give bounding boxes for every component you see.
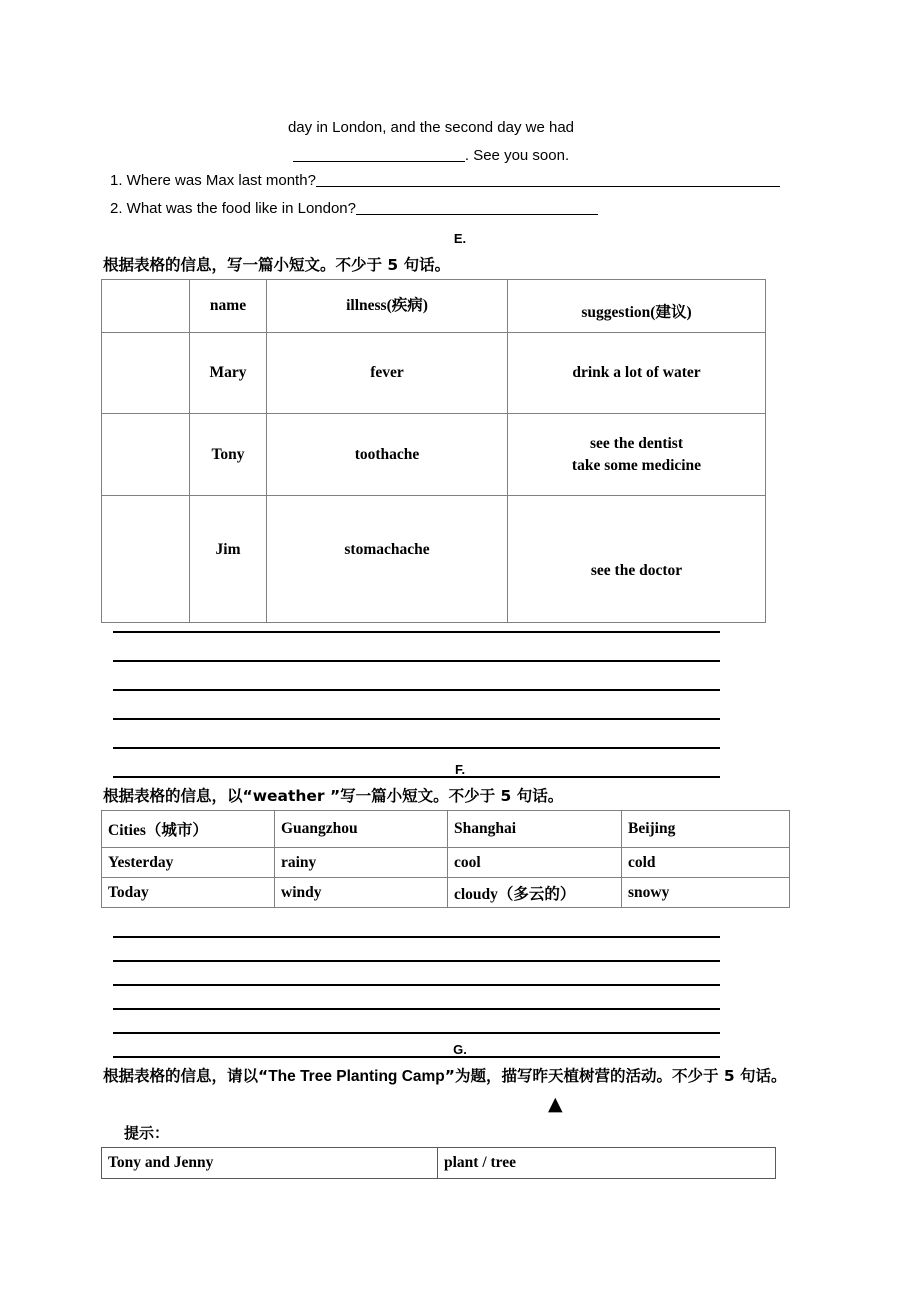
table-f-header-guangzhou: Guangzhou [275, 811, 448, 848]
table-e-row1-blank [102, 333, 190, 414]
table-f-row2-label: Today [102, 878, 275, 908]
fill-in-blank-rule[interactable] [293, 146, 465, 162]
weather-table [101, 810, 790, 908]
answer-line[interactable] [113, 720, 720, 749]
question-1-answer-rule[interactable] [316, 172, 780, 187]
table-f-row1-beijing: cold [622, 848, 790, 878]
table-g-row1-left: Tony and Jenny [102, 1148, 438, 1179]
table-e-row1-suggestion: drink a lot of water [508, 333, 766, 414]
top-paragraph-line2-text: . See you soon. [464, 147, 570, 164]
section-letter-f: F. [454, 762, 466, 777]
table-row [102, 414, 766, 496]
question-2 [110, 200, 598, 217]
section-letter-g: G. [453, 1042, 467, 1057]
table-e-row2-illness: toothache [267, 414, 508, 496]
table-e-row2-name: Tony [190, 414, 267, 496]
top-paragraph-line2 [101, 142, 761, 170]
table-f-header-beijing: Beijing [622, 811, 790, 848]
question-2-text: 2. What was the food like in London? [110, 200, 356, 217]
answer-line[interactable] [113, 633, 720, 662]
answer-line[interactable] [113, 914, 720, 938]
quote-open: “ [258, 1067, 269, 1085]
section-e-instruction: 根据表格的信息，写一篇小短文。不少于 5 句话。 [103, 256, 451, 274]
table-e-row2-blank [102, 414, 190, 496]
table-f-row1-shanghai: cool [448, 848, 622, 878]
section-letter-e: E. [453, 231, 467, 246]
question-2-answer-rule[interactable] [356, 200, 598, 215]
table-e-row1-illness: fever [267, 333, 508, 414]
table-f-header-cities: Cities（城市） [102, 811, 275, 848]
section-g-instruction-part2: 为题，描写昨天植树营的活动。不少于 5 句话。 [454, 1067, 787, 1085]
table-f-row2-shanghai: cloudy（多云的） [448, 878, 622, 908]
section-e-answer-lines[interactable] [113, 604, 720, 778]
table-e-header-illness: illness(疾病) [267, 280, 508, 333]
table-row [102, 280, 766, 333]
table-row [102, 848, 790, 878]
table-row [102, 333, 766, 414]
table-e-row2-suggestion-line2: take some medicine [571, 456, 702, 474]
answer-line[interactable] [113, 604, 720, 633]
question-1-text: 1. Where was Max last month? [110, 172, 316, 189]
table-row [102, 811, 790, 848]
table-e-header-name: name [190, 280, 267, 333]
table-e-row1-name: Mary [190, 333, 267, 414]
quote-close: ” [444, 1067, 455, 1085]
top-paragraph-line1: day in London, and the second day we had [287, 119, 575, 136]
table-row [102, 1148, 776, 1179]
table-f-row1-label: Yesterday [102, 848, 275, 878]
table-e-row3-illness: stomachache [267, 496, 508, 623]
table-e-row3-suggestion: see the doctor [508, 496, 766, 623]
triangle-marker-icon: ▲ [548, 1093, 563, 1115]
top-paragraph [101, 114, 761, 170]
table-f-row1-guangzhou: rainy [275, 848, 448, 878]
section-g-essay-title: The Tree Planting Camp [268, 1068, 445, 1085]
table-e-row2-suggestion [508, 414, 766, 496]
table-e-header-suggestion: suggestion(建议) [508, 280, 766, 333]
answer-line[interactable] [113, 962, 720, 986]
table-row [102, 878, 790, 908]
answer-line[interactable] [113, 938, 720, 962]
tree-planting-hint-table [101, 1147, 776, 1179]
table-e-row2-suggestion-line1: see the dentist [590, 434, 683, 452]
question-1 [110, 172, 780, 189]
table-e-header-blank [102, 280, 190, 333]
table-f-header-shanghai: Shanghai [448, 811, 622, 848]
table-g-row1-right: plant / tree [438, 1148, 776, 1179]
answer-line[interactable] [113, 691, 720, 720]
section-g-instruction [103, 1062, 817, 1091]
hint-label: 提示： [124, 1124, 170, 1142]
answer-line[interactable] [113, 1010, 720, 1034]
answer-line[interactable] [113, 986, 720, 1010]
table-f-row2-beijing: snowy [622, 878, 790, 908]
illness-suggestion-table [101, 279, 766, 623]
section-f-answer-lines[interactable] [113, 914, 720, 1058]
table-f-row2-guangzhou: windy [275, 878, 448, 908]
section-f-instruction: 根据表格的信息，以“weather ”写一篇小短文。不少于 5 句话。 [103, 787, 564, 805]
section-g-instruction-part1: 根据表格的信息，请以 [103, 1067, 259, 1085]
answer-line[interactable] [113, 662, 720, 691]
table-e-row3-name: Jim [190, 496, 267, 623]
